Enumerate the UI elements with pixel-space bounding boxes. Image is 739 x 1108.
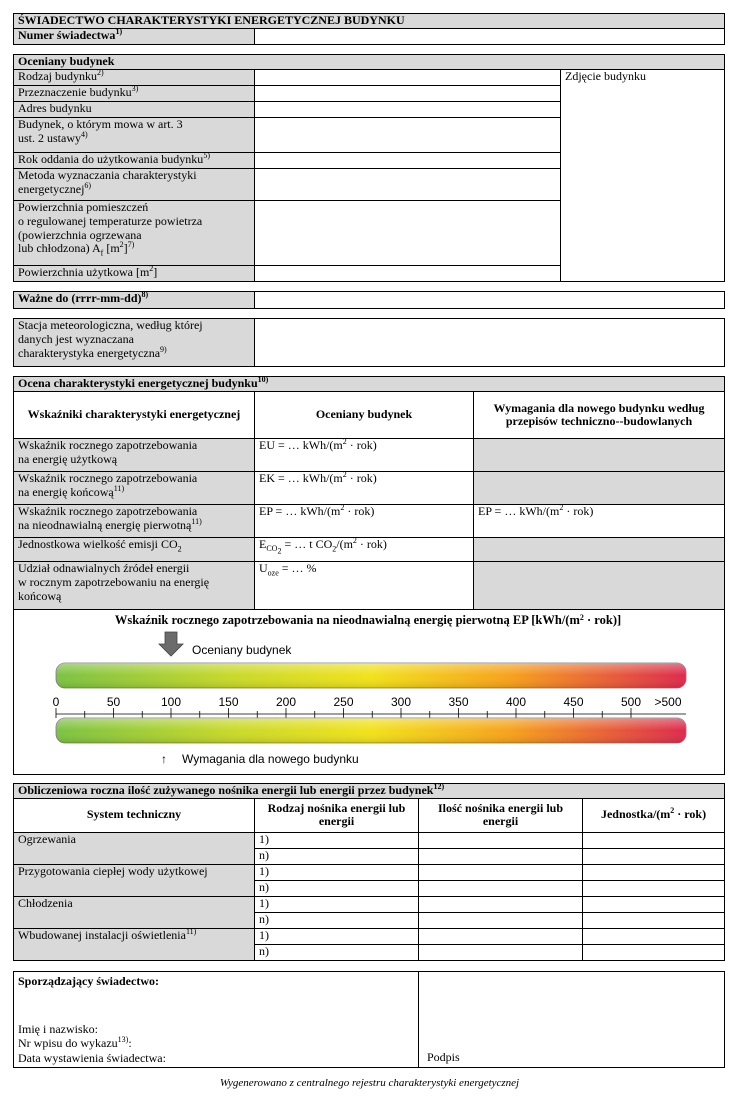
col-rodzaj: Rodzaj nośnika energii lub energii	[255, 798, 419, 832]
cwu-rn[interactable]: n)	[255, 880, 419, 896]
col-jednostka: Jednostka/$(m^2 \cdot rok)$	[583, 798, 725, 832]
chlodzenia-r1[interactable]: 1)	[255, 896, 419, 912]
cell[interactable]	[419, 864, 583, 880]
oswietlenia-r1[interactable]: 1)	[255, 928, 419, 944]
cell[interactable]	[419, 928, 583, 944]
cell[interactable]	[583, 880, 725, 896]
ep-label: Wskaźnik rocznego zapotrzebowania na nieodnawialną energię pierwotną$^{11)}$	[14, 505, 255, 538]
co2-wymagania	[474, 538, 725, 562]
stacja-label: Stacja meteorologiczna, według której danych jest wyznaczana charakterystyka energetyczna$^{9)}$	[14, 319, 255, 367]
rok-label: Rok oddania do użytkowania budynku$^{5)}$	[14, 153, 255, 169]
wazne-table	[13, 291, 725, 309]
powierzchnia-uzytkowa-field[interactable]	[255, 266, 561, 282]
scale-tick-label: 300	[390, 695, 412, 709]
wazne-field[interactable]	[255, 292, 725, 309]
co2-value[interactable]: $E_{CO_2}$ = … t $CO_2/(m^2 \cdot rok)$	[255, 538, 474, 562]
scale-bar-bottom-shine	[56, 718, 686, 743]
ocena-col-wskazniki: Wskaźniki charakterystyki energetycznej	[14, 392, 255, 439]
cell[interactable]	[419, 848, 583, 864]
scale-title: Wskaźnik rocznego zapotrzebowania na nieodnawialną energię pierwotną EP $[kWh/(m^2 \cdot rok)]$	[114, 612, 622, 627]
oceniany-table	[13, 54, 725, 282]
scale-tick-label: 250	[333, 695, 354, 709]
stacja-field[interactable]	[255, 319, 725, 367]
scale-tick-label: 50	[106, 695, 121, 709]
podpis-label: Podpis	[427, 1050, 460, 1064]
ocena-col-wymagania: Wymagania dla nowego budynku według przepisów techniczno--budowlanych	[474, 392, 725, 439]
nr-label: Nr wpisu do wykazu$^{13)}$:	[18, 1035, 132, 1051]
podpis-box[interactable]	[419, 971, 725, 1067]
adres-label: Adres budynku	[14, 102, 255, 118]
rodzaj-label: Rodzaj budynku$^{2)}$	[14, 70, 255, 86]
scale-bar-top-shine	[56, 663, 686, 688]
oze-label: Udział odnawialnych źródeł energii w rocznym zapotrzebowaniu na energię końcową	[14, 562, 255, 610]
cell[interactable]	[419, 880, 583, 896]
stacja-table	[13, 318, 725, 367]
wazne-label: Ważne do (rrrr-mm-dd)$^{8)}$	[14, 292, 255, 309]
ep-value[interactable]: EP = … kWh/$(m^2 \cdot rok)$	[255, 505, 474, 538]
col-system: System techniczny	[14, 798, 255, 832]
ogrzewania-rn[interactable]: n)	[255, 848, 419, 864]
cell[interactable]	[419, 944, 583, 960]
ocena-table	[13, 376, 725, 775]
przeznaczenie-label: Przeznaczenie budynku$^{3)}$	[14, 86, 255, 102]
sporzadzajacy-left	[14, 971, 419, 1067]
energy-scale	[14, 610, 725, 775]
rodzaj-field[interactable]	[255, 70, 561, 86]
ek-label: Wskaźnik rocznego zapotrzebowania na energię końcową$^{11)}$	[14, 472, 255, 505]
system-ogrzewania: Ogrzewania	[14, 832, 255, 864]
ocena-header: Ocena charakterystyki energetycznej budynku$^{10)}$	[14, 377, 725, 392]
scale-tick-label: 500	[620, 695, 642, 709]
cell[interactable]	[583, 944, 725, 960]
cell[interactable]	[583, 896, 725, 912]
metoda-field[interactable]	[255, 169, 561, 201]
cell[interactable]	[583, 864, 725, 880]
cell[interactable]	[419, 832, 583, 848]
cell[interactable]	[583, 912, 725, 928]
adres-field[interactable]	[255, 102, 561, 118]
certificate-page	[13, 13, 724, 1068]
cwu-r1[interactable]: 1)	[255, 864, 419, 880]
wymagania-marker-label: Wymagania dla nowego budynku	[182, 752, 359, 766]
imie-label: Imię i nazwisko:	[18, 1022, 98, 1037]
cell[interactable]	[583, 832, 725, 848]
scale-tick-label: 0	[52, 695, 60, 709]
oze-value[interactable]: $U_{oze}$ = … %	[255, 562, 474, 610]
system-oswietlenia: Wbudowanej instalacji oświetlenia$^{11)}$	[14, 928, 255, 960]
sporzadzajacy-header: Sporządzający świadectwo:	[18, 973, 159, 988]
ep-wymagania[interactable]: EP = … kWh/$(m^2 \cdot rok)$	[474, 505, 725, 538]
cell[interactable]	[583, 848, 725, 864]
scale-ticks	[53, 695, 682, 718]
ek-value[interactable]: EK = … kWh/$(m^2 \cdot rok)$	[255, 472, 474, 505]
powierzchnia-uzytkowa-label: Powierzchnia użytkowa $[m^2]$	[14, 266, 255, 282]
sporzadzajacy-table	[13, 971, 725, 1068]
przeznaczenie-field[interactable]	[255, 86, 561, 102]
chlodzenia-rn[interactable]: n)	[255, 912, 419, 928]
footer-note: Wygenerowano z centralnego rejestru charakterystyki energetycznej	[219, 1077, 520, 1089]
title-table	[13, 13, 725, 45]
powierzchnia-af-label: Powierzchnia pomieszczeń o regulowanej temperaturze powietrza (powierzchnia ogrzewana lub chłodzona) $A_f$ $[m^2]^{7)}$	[14, 201, 255, 266]
scale-tick-label: 400	[505, 695, 527, 709]
eu-wymagania	[474, 439, 725, 472]
powierzchnia-af-field[interactable]	[255, 201, 561, 266]
scale-tick-label: 450	[563, 695, 584, 709]
oze-wymagania	[474, 562, 725, 610]
ocena-col-oceniany: Oceniany budynek	[255, 392, 474, 439]
arrow-down-icon	[159, 632, 183, 656]
cell[interactable]	[419, 912, 583, 928]
oceniany-header: Oceniany budynek	[14, 55, 725, 70]
obliczeniowa-table	[13, 783, 725, 961]
cell[interactable]	[419, 896, 583, 912]
scale-tick-label: >500	[654, 695, 682, 709]
system-cwu: Przygotowania ciepłej wody użytkowej	[14, 864, 255, 896]
eu-value[interactable]: EU = … kWh/$(m^2 \cdot rok)$	[255, 439, 474, 472]
ek-wymagania	[474, 472, 725, 505]
ogrzewania-r1[interactable]: 1)	[255, 832, 419, 848]
photo-label: Zdjęcie budynku	[565, 69, 646, 83]
system-chlodzenia: Chłodzenia	[14, 896, 255, 928]
energy-scale-graphic	[14, 610, 723, 770]
document-title: ŚWIADECTWO CHARAKTERYSTYKI ENERGETYCZNEJ BUDYNKU	[14, 14, 725, 29]
co2-label: Jednostkowa wielkość emisji $CO_2$	[14, 538, 255, 562]
data-label: Data wystawienia świadectwa:	[18, 1050, 166, 1065]
arrow-up-icon: ↑	[161, 752, 167, 766]
obliczeniowa-header: Obliczeniowa roczna ilość zużywanego nośnika energii lub energii przez budynek$^{12)}$	[14, 783, 725, 798]
oswietlenia-rn[interactable]: n)	[255, 944, 419, 960]
eu-label: Wskaźnik rocznego zapotrzebowania na energię użytkową	[14, 439, 255, 472]
art3-label: Budynek, o którym mowa w art. 3 ust. 2 ustawy$^{4)}$	[14, 118, 255, 153]
ocenany-marker-label: Oceniany budynek	[192, 643, 292, 657]
photo-box[interactable]	[561, 70, 725, 282]
rok-field[interactable]	[255, 153, 561, 169]
scale-tick-label: 200	[275, 695, 297, 709]
numer-field[interactable]	[255, 29, 725, 45]
numer-label: Numer świadectwa$^{1)}$	[14, 29, 255, 45]
metoda-label: Metoda wyznaczania charakterystyki energetycznej$^{6)}$	[14, 169, 255, 201]
art3-field[interactable]	[255, 118, 561, 153]
scale-tick-label: 350	[448, 695, 469, 709]
col-ilosc: Ilość nośnika energii lub energii	[419, 798, 583, 832]
scale-tick-label: 100	[160, 695, 182, 709]
scale-tick-label: 150	[218, 695, 239, 709]
cell[interactable]	[583, 928, 725, 944]
